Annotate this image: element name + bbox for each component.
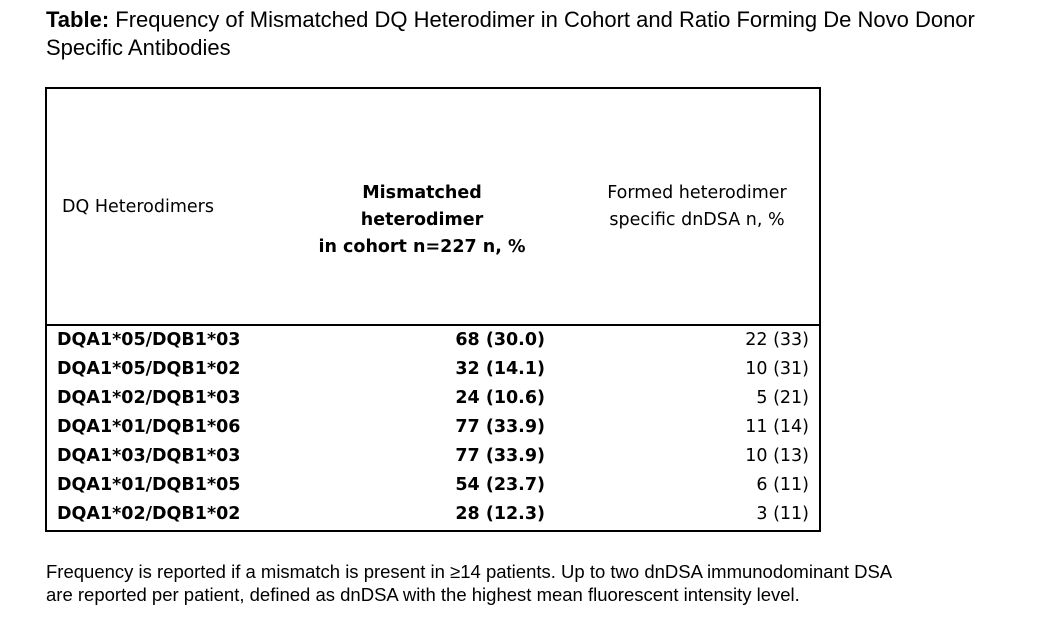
- cell-heterodimer: DQA1*01/DQB1*06: [57, 417, 241, 437]
- cell-heterodimer: DQA1*03/DQB1*03: [57, 446, 241, 466]
- cell-dndsa-frequency: 3 (11): [756, 504, 809, 524]
- footnote-line2: are reported per patient, defined as dnDSA with the highest mean fluorescent intensity level.: [46, 584, 800, 605]
- cell-cohort-frequency: 68 (30.0): [455, 330, 545, 350]
- table-row: [47, 500, 819, 529]
- cell-heterodimer: DQA1*01/DQB1*05: [57, 475, 241, 495]
- table-body: [47, 326, 819, 529]
- table-row: [47, 471, 819, 500]
- title-text: Frequency of Mismatched DQ Heterodimer in Cohort and Ratio Forming De Novo Donor Specific Antibodies: [46, 7, 975, 60]
- data-table: [45, 87, 821, 532]
- table-header: [47, 89, 819, 326]
- cell-dndsa-frequency: 10 (31): [745, 359, 809, 379]
- cell-dndsa-frequency: 11 (14): [745, 417, 809, 437]
- header-mismatched-line2: in cohort n=227 n, %: [318, 237, 526, 257]
- table-row: [47, 413, 819, 442]
- cell-cohort-frequency: 28 (12.3): [455, 504, 545, 524]
- cell-dndsa-frequency: 5 (21): [756, 388, 809, 408]
- cell-dndsa-frequency: 10 (13): [745, 446, 809, 466]
- cell-dndsa-frequency: 6 (11): [756, 475, 809, 495]
- cell-heterodimer: DQA1*05/DQB1*02: [57, 359, 241, 379]
- cell-cohort-frequency: 77 (33.9): [455, 417, 545, 437]
- cell-cohort-frequency: 77 (33.9): [455, 446, 545, 466]
- cell-dndsa-frequency: 22 (33): [745, 330, 809, 350]
- header-dq-heterodimers: DQ Heterodimers: [62, 197, 214, 217]
- header-formed-line2: specific dnDSA n, %: [609, 210, 785, 230]
- footnote-line1: Frequency is reported if a mismatch is present in ≥14 patients. Up to two dnDSA immunodominant DSA: [46, 561, 893, 582]
- cell-heterodimer: DQA1*02/DQB1*03: [57, 388, 241, 408]
- cell-cohort-frequency: 32 (14.1): [455, 359, 545, 379]
- title-label: Table:: [46, 7, 110, 32]
- cell-heterodimer: DQA1*02/DQB1*02: [57, 504, 241, 524]
- table-row: [47, 326, 819, 355]
- cell-cohort-frequency: 54 (23.7): [455, 475, 545, 495]
- table-footnote: [46, 560, 1006, 606]
- table-row: [47, 355, 819, 384]
- header-mismatched-line1: Mismatched heterodimer: [360, 183, 484, 230]
- cell-cohort-frequency: 24 (10.6): [455, 388, 545, 408]
- table-row: [47, 442, 819, 471]
- table-row: [47, 384, 819, 413]
- header-formed-line1: Formed heterodimer: [607, 183, 787, 203]
- cell-heterodimer: DQA1*05/DQB1*03: [57, 330, 241, 350]
- table-title: [46, 6, 976, 62]
- header-formed-heterodimer: [587, 180, 807, 234]
- header-mismatched-heterodimer: [302, 180, 542, 261]
